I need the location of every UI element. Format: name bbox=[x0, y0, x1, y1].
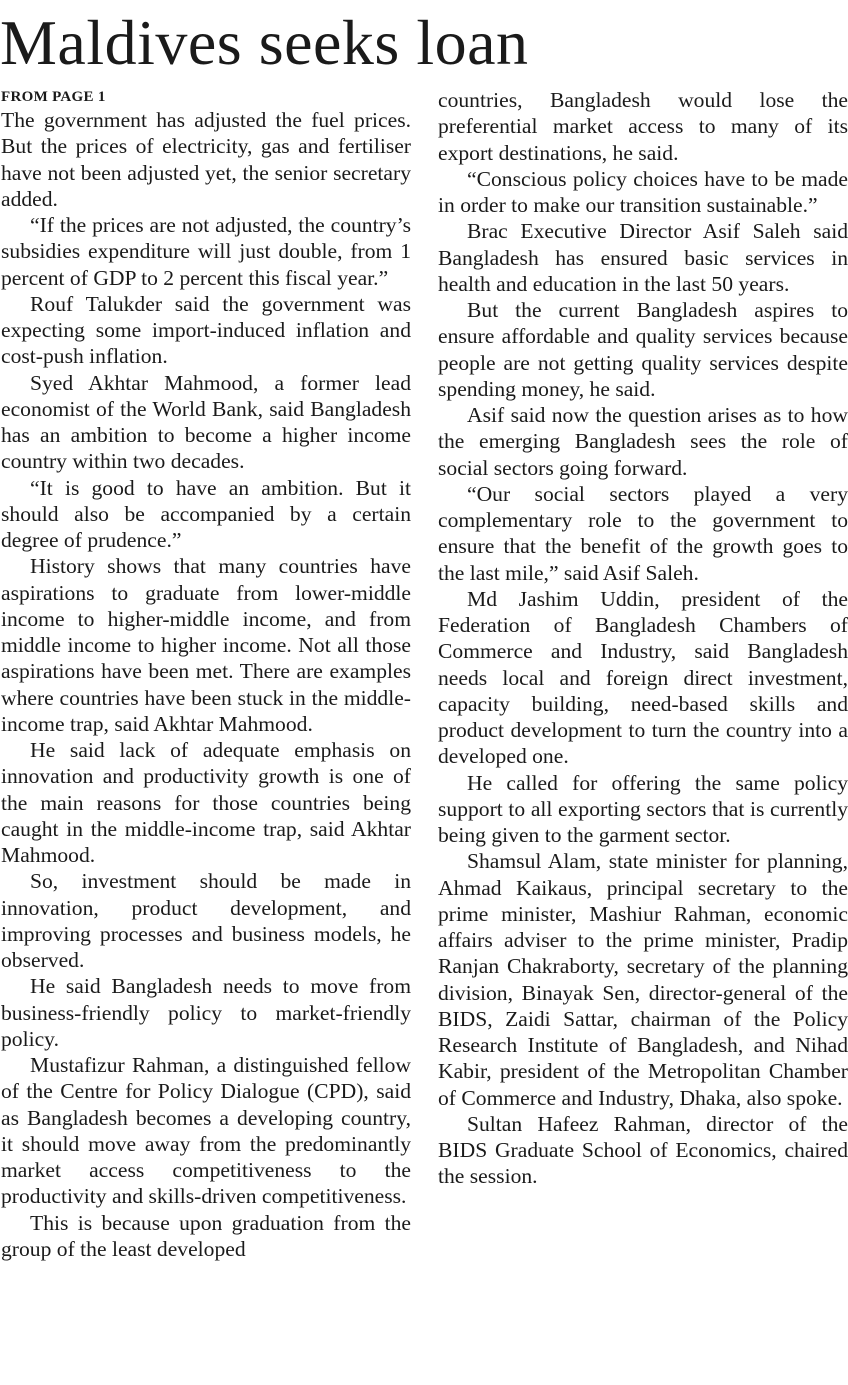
paragraph: So, investment should be made in innovation, product development, and improving processes and business models, he observed. bbox=[1, 869, 411, 972]
paragraph: Asif said now the question arises as to how the emerging Bangladesh sees the role of social sectors going forward. bbox=[438, 403, 848, 480]
continuation-kicker: FROM PAGE 1 bbox=[1, 89, 106, 105]
paragraph: This is because upon graduation from the group of the least developed bbox=[1, 1210, 411, 1261]
paragraph-continued: countries, Bangladesh would lose the preferential market access to many of its export destinations, he said. bbox=[438, 88, 848, 165]
paragraph: The government has adjusted the fuel prices. But the prices of electricity, gas and fertiliser have not been adjusted yet, the senior secretary added. bbox=[1, 108, 411, 211]
paragraph: “It is good to have an ambition. But it should also be accompanied by a certain degree of prudence.” bbox=[1, 475, 411, 552]
paragraph: Sultan Hafeez Rahman, director of the BIDS Graduate School of Economics, chaired the session. bbox=[438, 1111, 848, 1189]
paragraph: He said Bangladesh needs to move from business-friendly policy to market-friendly policy. bbox=[1, 974, 411, 1051]
paragraph: History shows that many countries have aspirations to graduate from lower-middle income to higher-middle income, and from middle income to higher income. Not all those aspirations have been met. There are examples where countries have been stuck in the middle-income trap, said Akhtar Mahmood. bbox=[1, 554, 411, 736]
article-column-right bbox=[438, 87, 848, 1190]
paragraph: Md Jashim Uddin, president of the Federation of Bangladesh Chambers of Commerce and Industry, said Bangladesh needs local and foreign direct investment, capacity building, need-based skills and product development to turn the country into a developed one. bbox=[438, 586, 848, 769]
paragraph: “Our social sectors played a very complementary role to the government to ensure that the benefit of the growth goes to the last mile,” said Asif Saleh. bbox=[438, 481, 848, 585]
paragraph: But the current Bangladesh aspires to ensure affordable and quality services because people are not getting quality services despite spending money, he said. bbox=[438, 298, 848, 401]
paragraph: Shamsul Alam, state minister for planning, Ahmad Kaikaus, principal secretary to the prime minister, Mashiur Rahman, economic affairs adviser to the prime minister, Pradip Ranjan Chakraborty, secretary of the planning division, Binayak Sen, director-general of the BIDS, Zaidi Sattar, chairman of the Policy Research Institute of Bangladesh, and Nihad Kabir, president of the Metropolitan Chamber of Commerce and Industry, Dhaka, also spoke. bbox=[438, 849, 848, 1110]
paragraph: He called for offering the same policy support to all exporting sectors that is currently being given to the garment sector. bbox=[438, 770, 848, 847]
paragraph: He said lack of adequate emphasis on innovation and productivity growth is one of the main reasons for those countries being caught in the middle-income trap, said Akhtar Mahmood. bbox=[1, 738, 411, 867]
paragraph: “Conscious policy choices have to be made in order to make our transition sustainable.” bbox=[438, 166, 848, 217]
headline: Maldives seeks loan bbox=[0, 7, 529, 78]
paragraph: Syed Akhtar Mahmood, a former lead economist of the World Bank, said Bangladesh has an ambition to become a higher income country within two decades. bbox=[1, 370, 411, 474]
paragraph: Mustafizur Rahman, a distinguished fellow of the Centre for Policy Dialogue (CPD), said as Bangladesh becomes a developing country, it should move away from the predominantly market access competitiveness to the productivity and skills-driven competitiveness. bbox=[1, 1053, 411, 1209]
paragraph: Brac Executive Director Asif Saleh said Bangladesh has ensured basic services in health and education in the last 50 years. bbox=[438, 219, 848, 296]
paragraph: Rouf Talukder said the government was expecting some import-induced inflation and cost-push inflation. bbox=[1, 291, 411, 369]
article-column-left bbox=[1, 87, 411, 1262]
paragraph: “If the prices are not adjusted, the country’s subsidies expenditure will just double, from 1 percent of GDP to 2 percent this fiscal year.” bbox=[1, 213, 411, 290]
